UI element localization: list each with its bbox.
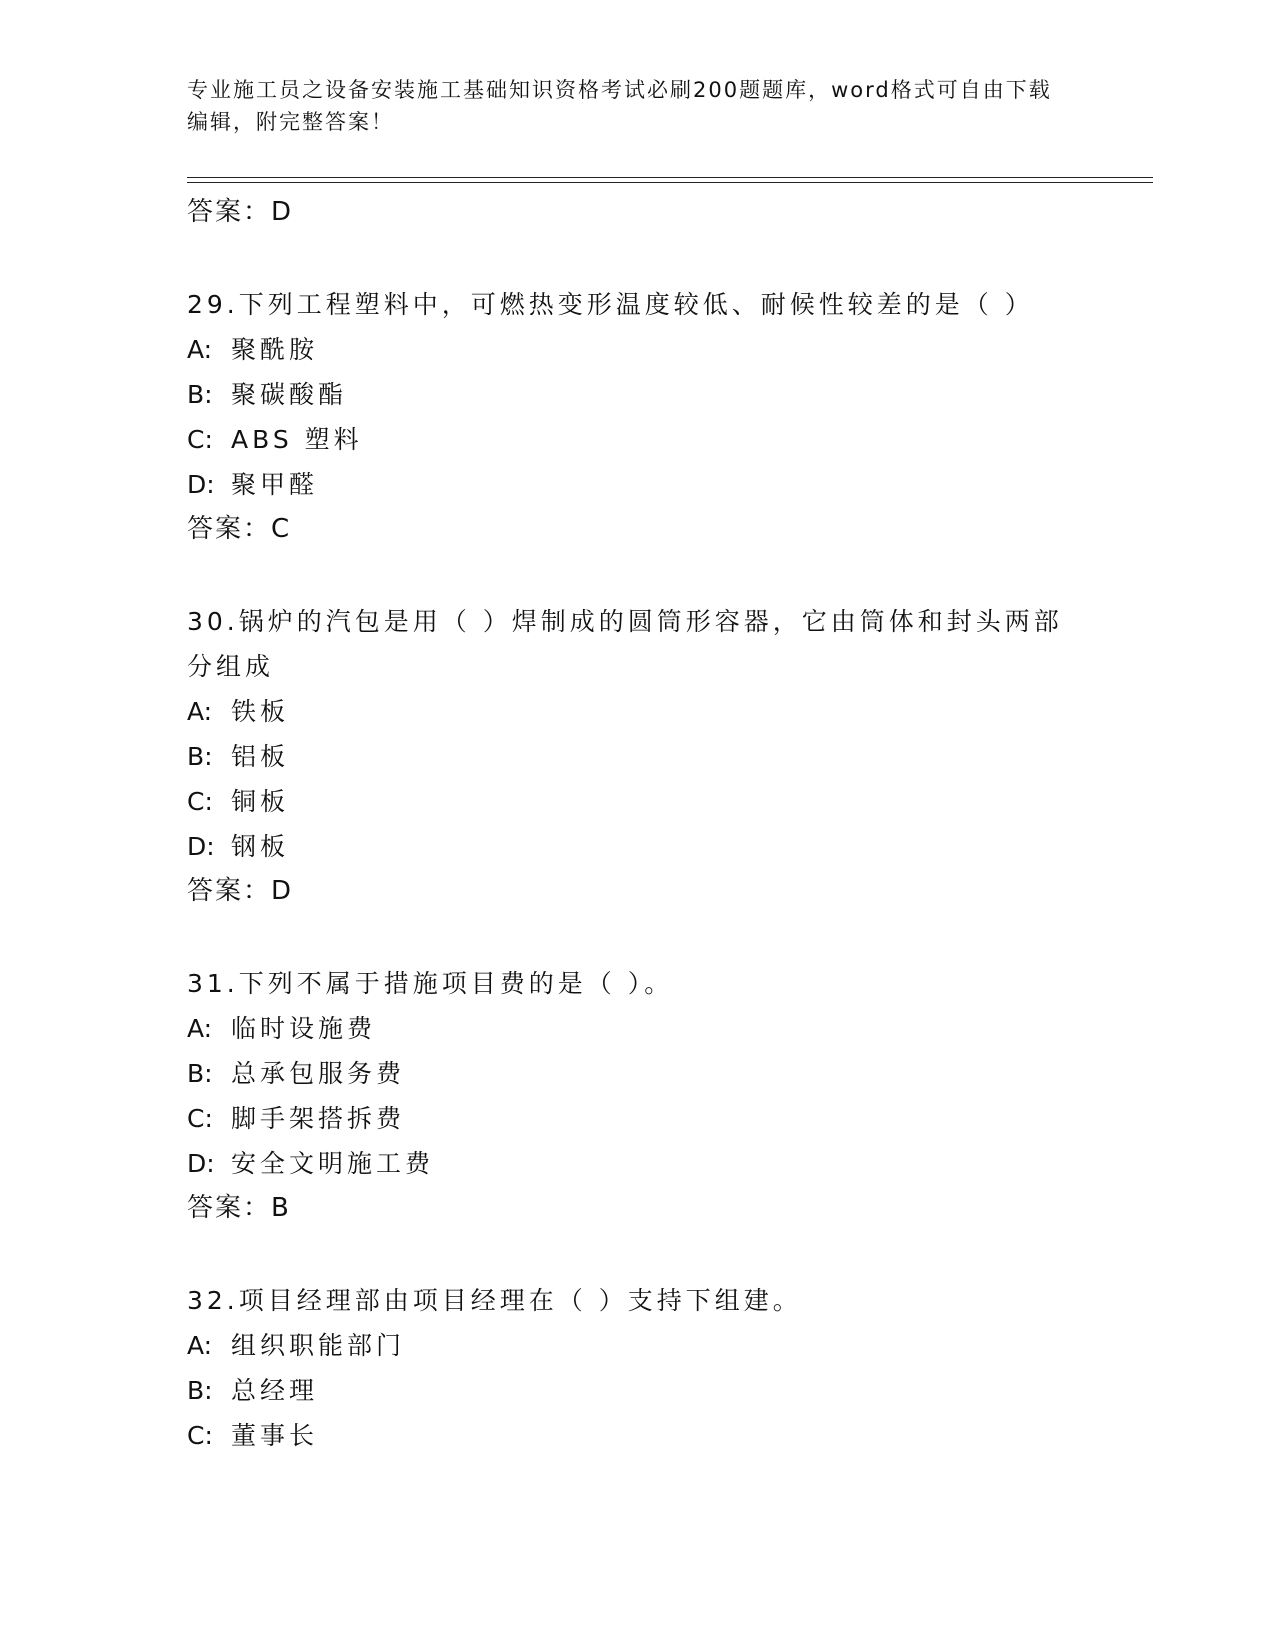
question-30-option-c [187, 779, 1087, 824]
option-text: 聚酰胺 [231, 335, 319, 364]
question-30-answer: 答案：D [187, 876, 294, 906]
question-30-option-a [187, 689, 1087, 734]
question-29-text: 29.下列工程塑料中，可燃热变形温度较低、耐候性较差的是（ ） [187, 290, 1034, 319]
question-30-option-b [187, 734, 1087, 779]
header-rule-upper [187, 177, 1153, 178]
question-31-option-b [187, 1051, 1087, 1096]
option-text: 脚手架搭拆费 [231, 1104, 406, 1133]
question-31-option-c [187, 1096, 1087, 1141]
question-32-option-a [187, 1323, 1087, 1368]
option-text: 总经理 [231, 1376, 319, 1405]
option-letter: D: [187, 470, 215, 499]
question-29-option-b [187, 372, 1087, 417]
option-letter: C: [187, 1421, 213, 1450]
option-text: 董事长 [231, 1421, 319, 1450]
option-text: 临时设施费 [231, 1014, 377, 1043]
question-29-option-c [187, 417, 1087, 462]
spacer [187, 552, 1087, 599]
option-letter: B: [187, 742, 213, 771]
spacer [187, 235, 1087, 282]
question-31-option-d [187, 1141, 1087, 1186]
option-letter: D: [187, 1149, 215, 1178]
question-31-option-a [187, 1006, 1087, 1051]
question-29-answer: 答案：C [187, 514, 292, 544]
spacer [187, 914, 1087, 961]
option-letter: C: [187, 1104, 213, 1133]
question-30-option-d [187, 824, 1087, 869]
option-text: 钢板 [231, 832, 290, 861]
document-header: 专业施工员之设备安装施工基础知识资格考试必刷200题题库，word格式可自由下载编辑，附完整答案！ [187, 78, 1052, 134]
answer-line: 答案：D [187, 197, 294, 227]
question-32-option-b [187, 1368, 1087, 1413]
question-30-text: 30.锅炉的汽包是用（ ）焊制成的圆筒形容器，它由筒体和封头两部分组成 [187, 607, 1063, 681]
question-32-option-c [187, 1413, 1087, 1458]
header-rule-lower [187, 182, 1153, 183]
question-list [187, 190, 1087, 1458]
option-letter: A: [187, 1014, 213, 1043]
option-text: 聚甲醛 [231, 470, 319, 499]
question-31-answer: 答案：B [187, 1193, 291, 1223]
question-29-option-a [187, 327, 1087, 372]
option-text: 安全文明施工费 [231, 1149, 435, 1178]
option-text: 组织职能部门 [231, 1331, 406, 1360]
option-text: 铝板 [231, 742, 290, 771]
question-31-text: 31.下列不属于措施项目费的是（ ）。 [187, 969, 674, 998]
option-letter: A: [187, 697, 213, 726]
option-text: 总承包服务费 [231, 1059, 406, 1088]
option-letter: B: [187, 1059, 213, 1088]
option-letter: A: [187, 1331, 213, 1360]
option-letter: B: [187, 1376, 213, 1405]
option-text: 聚碳酸酯 [231, 380, 348, 409]
question-32-text: 32.项目经理部由项目经理在（ ）支持下组建。 [187, 1286, 802, 1315]
option-letter: A: [187, 335, 213, 364]
option-letter: B: [187, 380, 213, 409]
question-29-option-d [187, 462, 1087, 507]
option-text: ABS 塑料 [231, 425, 363, 454]
option-text: 铜板 [231, 787, 290, 816]
spacer [187, 1231, 1087, 1278]
option-letter: D: [187, 832, 215, 861]
option-letter: C: [187, 787, 213, 816]
option-letter: C: [187, 425, 213, 454]
option-text: 铁板 [231, 697, 290, 726]
